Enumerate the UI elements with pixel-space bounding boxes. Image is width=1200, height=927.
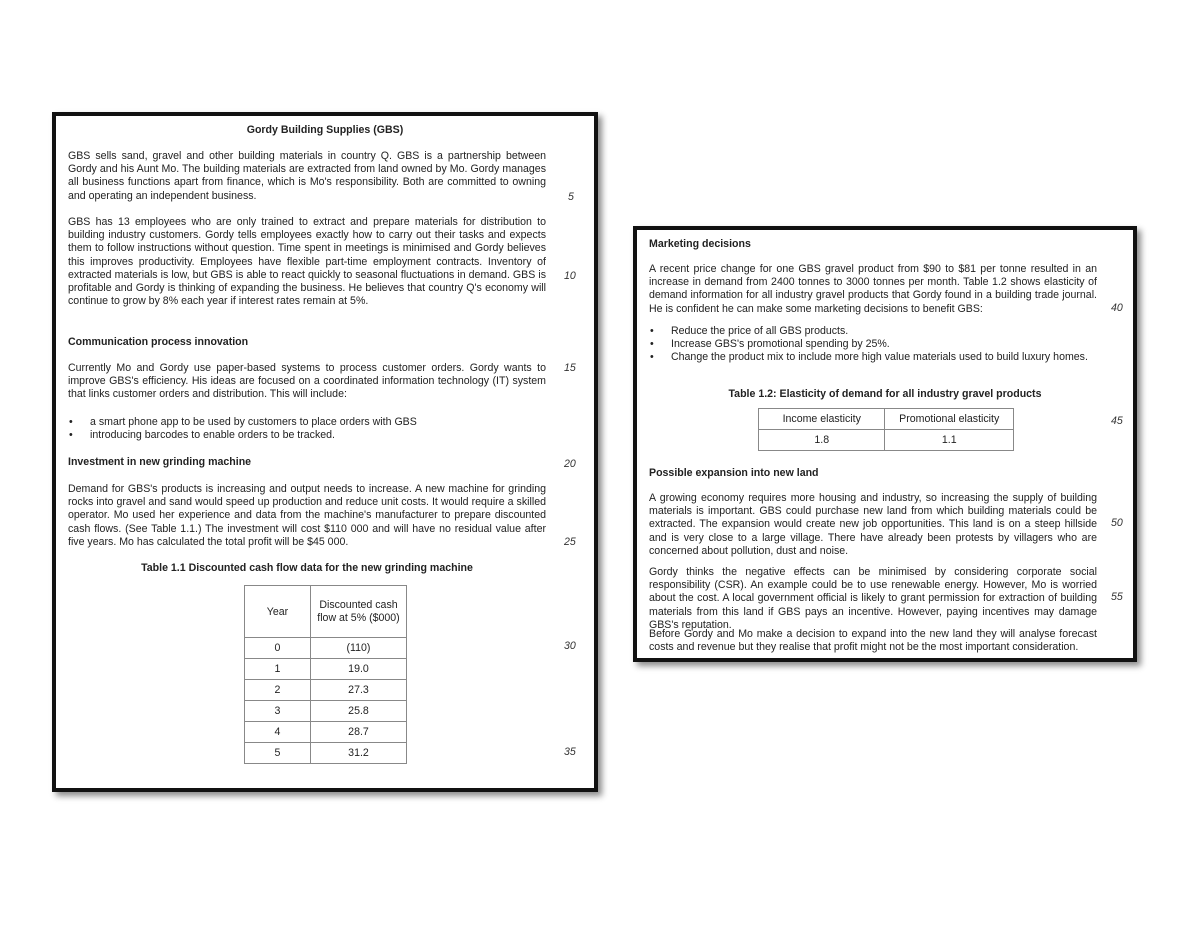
column-header-income-elasticity: Income elasticity (759, 409, 885, 430)
cash-flow-cell: 27.3 (310, 680, 406, 701)
bullet-item: • Reduce the price of all GBS products. (649, 325, 1109, 338)
table-row (245, 743, 407, 764)
table-row (245, 722, 407, 743)
paragraph-communication: Currently Mo and Gordy use paper-based systems to process customer orders. Gordy wants to improve GBS's efficiency. His ideas are focused on a coordinated information technology (IT) system that links customer orders and distribution. This will include: (68, 362, 546, 401)
case-study-page-1 (52, 112, 598, 792)
table-row (245, 659, 407, 680)
table-row (245, 680, 407, 701)
bullet-list-marketing (649, 325, 1109, 365)
cash-flow-cell: 31.2 (310, 743, 406, 764)
line-number-50: 50 (1111, 517, 1123, 529)
line-number-5: 5 (568, 191, 574, 203)
table-1-1-title: Table 1.1 Discounted cash flow data for the new grinding machine (141, 562, 473, 574)
column-header-year: Year (245, 586, 311, 638)
income-elasticity-value: 1.8 (759, 430, 885, 451)
cash-flow-cell: 19.0 (310, 659, 406, 680)
line-number-20: 20 (564, 458, 576, 470)
table-1-2-title: Table 1.2: Elasticity of demand for all industry gravel products (728, 388, 1042, 400)
bullet-item: • a smart phone app to be used by customers to place orders with GBS (68, 416, 546, 429)
line-number-30: 30 (564, 640, 576, 652)
paragraph-employees: GBS has 13 employees who are only trained to extract and prepare materials for distribution to building industry customers. Gordy tells employees exactly how to carry out their tasks and expects them to follow instructions without question. Time spent in meetings is minimised and Gordy believes this improves productivity. Employees have flexible part-time employment contracts. Inventory of extracted materials is low, but GBS is able to react quickly to seasonal fluctuations in demand. GBS is profitable and Gordy is thinking of expanding the business. He believes that country Q's economy will continue to grow by 8% each year if interest rates remain at 5%. (68, 216, 546, 308)
paragraph-expansion: A growing economy requires more housing and industry, so increasing the supply of building materials is important. GBS could purchase new land from which building materials could be extracted. The expansion would create new job opportunities. This land is on a steep hillside and is very close to a large village. There have already been protests by villagers who are concerned about pollution, dust and noise. (649, 492, 1097, 557)
bullet-item: • Change the product mix to include more high value materials used to build luxury homes. (649, 351, 1109, 364)
table-row (245, 701, 407, 722)
elasticity-table (758, 408, 1014, 451)
bullet-item: • Increase GBS's promotional spending by 25%. (649, 338, 1109, 351)
heading-investment: Investment in new grinding machine (68, 456, 252, 468)
heading-expansion: Possible expansion into new land (649, 467, 819, 479)
year-cell: 1 (245, 659, 311, 680)
line-number-15: 15 (564, 362, 576, 374)
paragraph-price-change: A recent price change for one GBS gravel product from $90 to $81 per tonne resulted in an increase in demand from 2400 tonnes to 3000 tonnes per month. Table 1.2 shows elasticity of demand information for all industry gravel products that Gordy found in a building trade journal. He is confident he can make some marketing decisions to benefit GBS: (649, 263, 1097, 315)
cash-flow-cell: (110) (310, 638, 406, 659)
year-cell: 5 (245, 743, 311, 764)
line-number-55: 55 (1111, 591, 1123, 603)
paragraph-investment: Demand for GBS's products is increasing and output needs to increase. A new machine for grinding rocks into gravel and sand would speed up production and reduce unit costs. It would require a skilled operator. Mo used her experience and data from the machine's manufacturer to prepare discounted cash flows. (See Table 1.1.) The investment will cost $110 000 and will have no residual value after five years. Mo has calculated the total profit will be $45 000. (68, 483, 546, 548)
line-number-35: 35 (564, 746, 576, 758)
bullet-item: • introducing barcodes to enable orders to be tracked. (68, 429, 546, 442)
line-number-40: 40 (1111, 302, 1123, 314)
year-cell: 3 (245, 701, 311, 722)
cash-flow-table (244, 585, 407, 764)
column-header-cash-flow: Discounted cash flow at 5% ($000) (310, 586, 406, 638)
table-row (245, 638, 407, 659)
paragraph-intro: GBS sells sand, gravel and other building materials in country Q. GBS is a partnership between Gordy and his Aunt Mo. The building materials are extracted from land owned by Mo. Gordy manages all business functions apart from finance, which is Mo's responsibility. Both are committed to owning and operating an independent business. (68, 150, 546, 202)
year-cell: 0 (245, 638, 311, 659)
line-number-45: 45 (1111, 415, 1123, 427)
case-study-page-2 (633, 226, 1137, 662)
line-number-10: 10 (564, 270, 576, 282)
table-row (759, 430, 1014, 451)
paragraph-decision: Before Gordy and Mo make a decision to expand into the new land they will analyse forecast costs and revenue but they realise that profit might not be the most important consideration. (649, 628, 1097, 654)
table-header-row (759, 409, 1014, 430)
paragraph-csr: Gordy thinks the negative effects can be minimised by considering corporate social responsibility (CSR). An example could be to use renewable energy. However, Mo is worried about the cost. A local government official is likely to grant permission for extraction of building materials from this land if GBS pays an incentive. However, paying incentives may damage GBS's reputation. (649, 566, 1097, 631)
table-header-row (245, 586, 407, 638)
column-header-promotional-elasticity: Promotional elasticity (885, 409, 1014, 430)
heading-marketing: Marketing decisions (649, 238, 751, 250)
promotional-elasticity-value: 1.1 (885, 430, 1014, 451)
line-number-25: 25 (564, 536, 576, 548)
cash-flow-cell: 25.8 (310, 701, 406, 722)
year-cell: 2 (245, 680, 311, 701)
bullet-list-it (68, 416, 546, 442)
heading-communication: Communication process innovation (68, 336, 249, 348)
cash-flow-cell: 28.7 (310, 722, 406, 743)
page-title: Gordy Building Supplies (GBS) (246, 124, 404, 136)
year-cell: 4 (245, 722, 311, 743)
